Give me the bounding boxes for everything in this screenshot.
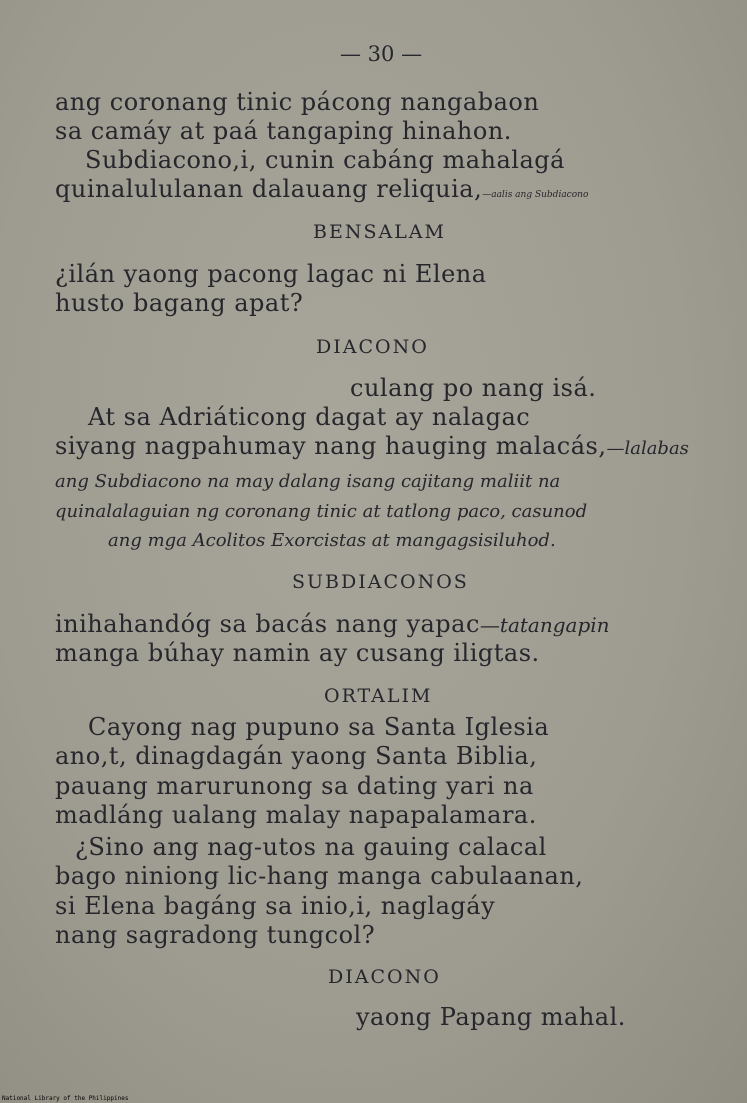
text-line: culang po nang isá. bbox=[350, 374, 597, 402]
text-line: Subdiacono,i, cunin cabáng mahalagá bbox=[85, 146, 565, 174]
stage-direction: —aalis ang Subdiacono bbox=[482, 190, 589, 200]
stage-direction: ang mga Acolitos Exorcistas at mangagsisiluhod. bbox=[108, 530, 556, 551]
text-line: ano,t, dinagdagán yaong Santa Biblia, bbox=[55, 742, 538, 770]
text-fragment: quinalulu​lanan dalauang reliquia, bbox=[55, 175, 483, 203]
text-line-with-direction bbox=[55, 175, 588, 203]
text-line: pauang marurunong sa dating yari na bbox=[55, 772, 534, 800]
text-line: Cayong nag pupuno sa Santa Iglesia bbox=[88, 713, 550, 741]
library-watermark: National Library of the Philippines bbox=[2, 1095, 129, 1102]
speaker-name: DIACONO bbox=[328, 966, 441, 988]
text-line: sa camáy at paá tangaping hinahon. bbox=[55, 117, 512, 145]
text-line: husto bagang apat? bbox=[55, 289, 304, 317]
text-line-with-direction bbox=[55, 610, 610, 638]
text-line: manga búhay namin ay cusang iligtas. bbox=[55, 639, 540, 667]
text-line: ang coronang tinic pácong nangabaon bbox=[55, 88, 540, 116]
text-line: ¿Sino ang nag-utos na gauing calacal bbox=[75, 833, 547, 861]
text-line: nang sagradong tungcol? bbox=[55, 921, 376, 949]
text-fragment: siyang nagpahumay nang hauging malacás, bbox=[55, 432, 607, 460]
stage-direction: —lalabas bbox=[606, 438, 689, 459]
stage-direction: quinalalaguian ng coronang tinic at tatlong paco, casunod bbox=[55, 501, 588, 522]
text-fragment: inihahandóg sa bacás nang yapac bbox=[55, 610, 480, 638]
text-line-with-direction bbox=[55, 432, 689, 460]
text-line: ¿ilán yaong pacong lagac ni Elena bbox=[55, 260, 487, 288]
text-line: si Elena bagáng sa inio,i, naglagáy bbox=[55, 892, 496, 920]
page-number: — 30 — bbox=[340, 42, 423, 66]
speaker-name: ORTALIM bbox=[324, 685, 433, 707]
text-line: madláng ualang malay napapalamara. bbox=[55, 801, 537, 829]
speaker-name: BENSALAM bbox=[313, 221, 446, 243]
text-line: At sa Adriáticong dagat ay nalagac bbox=[88, 403, 531, 431]
stage-direction: —tatangapin bbox=[479, 613, 610, 637]
speaker-name: SUBDIACONOS bbox=[292, 571, 469, 593]
stage-direction: ang Subdiacono na may dalang isang cajitang maliit na bbox=[55, 471, 561, 492]
speaker-name: DIACONO bbox=[316, 336, 429, 358]
text-line: bago niniong lic-hang manga cabulaanan, bbox=[55, 862, 584, 890]
text-line: yaong Papang mahal. bbox=[356, 1003, 626, 1031]
